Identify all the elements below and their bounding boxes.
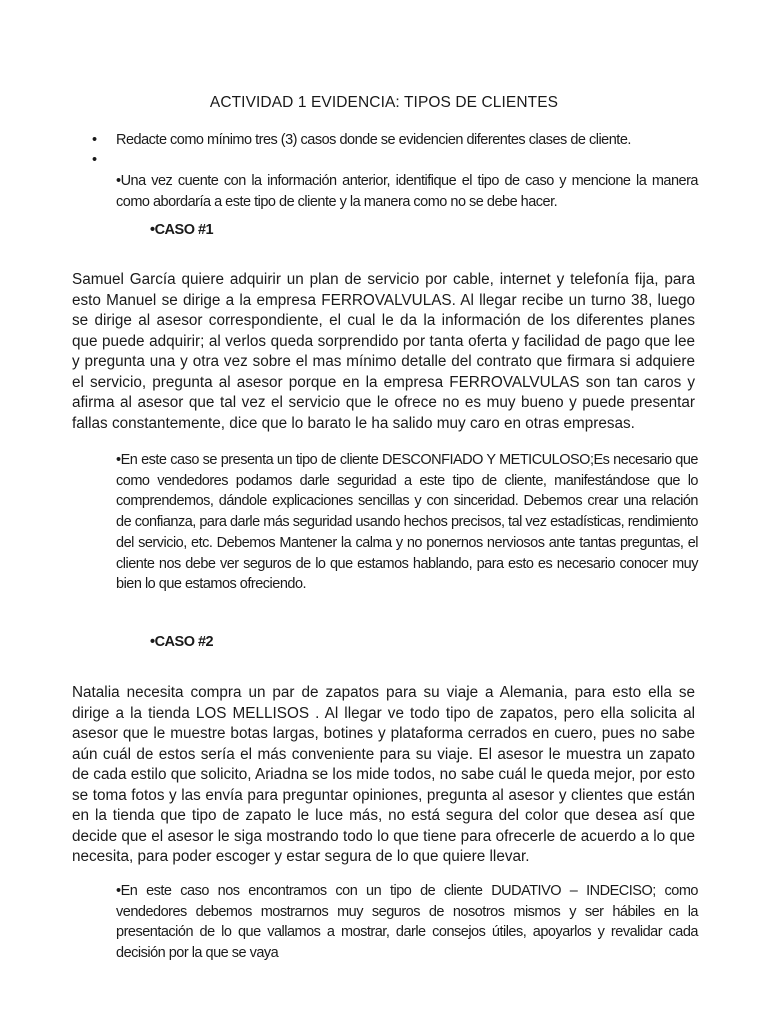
list-item [92, 130, 702, 150]
case-2-analysis: •En este caso nos encontramos con un tipo de cliente DUDATIVO – INDECISO; como vendedores debemos mostrarnos muy seguros de nosotros mismos y ser hábiles en la presentación de lo que vallamos a mostrar, darle consejos útiles, apoyarlos y revalidar cada decisión por la que se vaya [116, 883, 698, 962]
document-title: ACTIVIDAD 1 EVIDENCIA: TIPOS DE CLIENTES [209, 94, 559, 111]
case-1-story: Samuel García quiere adquirir un plan de servicio por cable, internet y telefonía fija, para esto Manuel se dirige a la empresa FERROVALVULAS. Al llegar recibe un turno 38, luego se dirige al asesor correspondiente, el cual le da la información de los diferentes planes que puede adquirir; al verlos queda sorprendido por tanta oferta y facilidad de pago que lee y pregunta una y otra vez sobre el mas mínimo detalle del contrato que firmara si adquiere el servicio, pregunta al asesor porque en la empresa FERROVALVULAS son tan caros y afirma al asesor que tal vez el servicio que le ofrece no es muy bueno y puede presentar fallas constantemente, dice que lo barato le ha salido muy caro en otras empresas. [72, 271, 695, 432]
case-2-heading: •CASO #2 [150, 634, 214, 650]
bullet-icon: • [92, 132, 97, 148]
case-2-story: Natalia necesita compra un par de zapatos para su viaje a Alemania, para esto ella se dirige a la tienda LOS MELLISOS . Al llegar ve todo tipo de zapatos, pero ella solicita al asesor que le muestre botas largas, botines y plataforma cerrados en cuero, pues no sabe aún cuál de estos sería el más conveniente para su viaje. El asesor le muestra un zapato de cada estilo que solicito, Ariadna se los mide todos, no sabe cuál le queda mejor, por esto se toma fotos y las envía para preguntar opiniones, pregunta al asesor y clientes que están en la tienda que tipo de zapato le luce más, no está segura del color que desea así que decide que el asesor le siga mostrando todo lo que tiene para ofrecerle de acuerdo a lo que necesita, para poder escoger y estar segura de lo que quiere llevar. [72, 684, 695, 865]
case-1-heading: •CASO #1 [150, 222, 214, 238]
bullet-icon: • [92, 152, 97, 168]
instructions-list [92, 130, 702, 170]
case-1-analysis: •En este caso se presenta un tipo de cliente DESCONFIADO Y METICULOSO;Es necesario que como vendedores podamos darle seguridad a este tipo de cliente, manifestándose que lo comprendemos, dándole explicaciones sencillas y con sinceridad. Debemos crear una relación de confianza, para darle más seguridad usando hechos precisos, tal vez estadísticas, rendimiento del servicio, etc. Debemos Mantener la calma y no ponernos nerviosos ante tantas preguntas, el cliente nos debe ver seguros de lo que estamos hablando, para esto es necesario conocer muy bien lo que estamos ofreciendo. [116, 452, 698, 593]
list-item [92, 150, 702, 170]
list-item-text: Redacte como mínimo tres (3) casos donde se evidencien diferentes clases de cliente. [116, 132, 631, 148]
instruction-paragraph: •Una vez cuente con la información anterior, identifique el tipo de caso y mencione la manera como abordaría a este tipo de cliente y la manera como no se debe hacer. [116, 173, 698, 210]
